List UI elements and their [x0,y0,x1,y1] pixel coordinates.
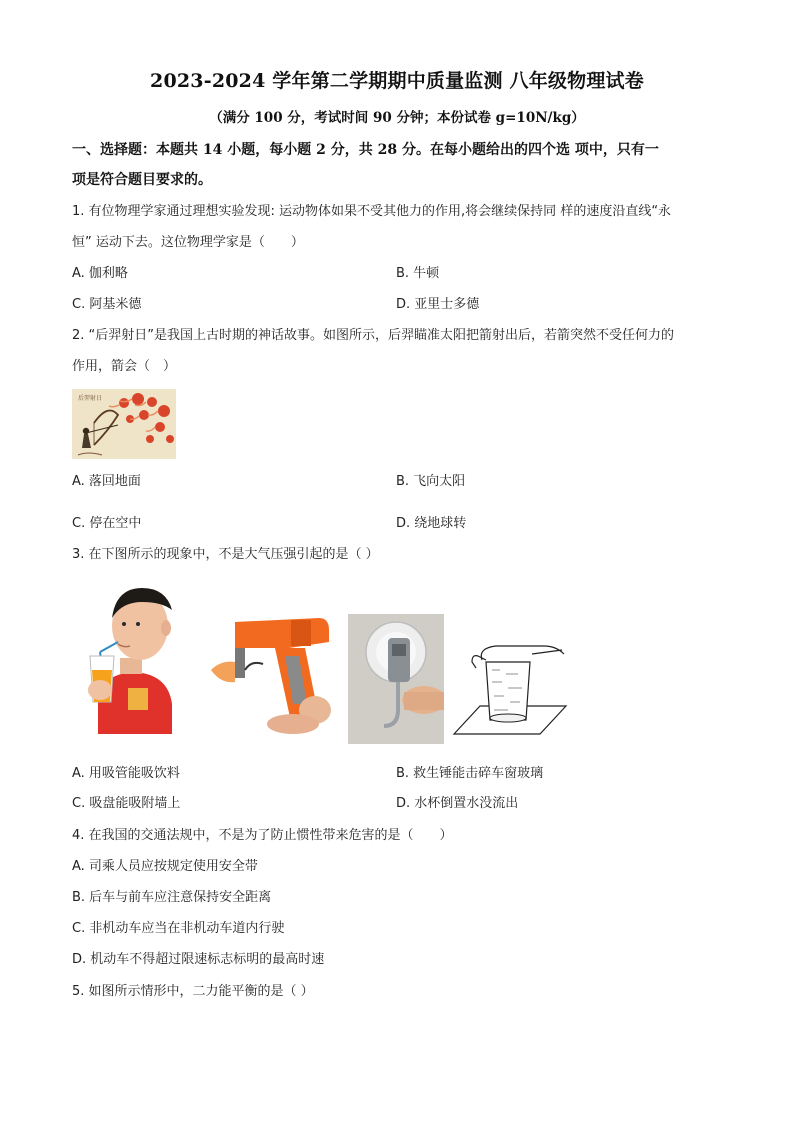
q3-stem: 3. 在下图所示的现象中，不是大气压强引起的是（ ） [72,547,379,562]
q2-option-a: A. 落回地面 [72,474,141,489]
q4-option-b: B. 后车与前车应注意保持安全距离 [72,890,272,905]
q4-option-a: A. 司乘人员应按规定使用安全带 [72,859,258,874]
q2-stem-line2: 作用，箭会（ ） [72,359,177,374]
q1-option-c: C. 阿基米德 [72,297,142,312]
exam-title: 2023-2024 学年第二学期期中质量监测 八年级物理试卷 [150,70,644,92]
q3-option-b: B. 救生锤能击碎车窗玻璃 [396,766,544,781]
q4-option-d: D. 机动车不得超过限速标志标明的最高时速 [72,952,325,967]
boy-drinking-straw-figure [80,578,192,734]
q2-option-b: B. 飞向太阳 [396,474,466,489]
q2-stem-line1: 2. “后羿射日”是我国上古时期的神话故事。如图所示，后羿瞄准太阳把箭射出后，若箭突然不受任何力的 [72,328,675,343]
exam-subtitle: （满分 100 分，考试时间 90 分钟；本份试卷 g=10N/kg） [209,110,585,126]
q4-stem: 4. 在我国的交通法规中，不是为了防止惯性带来危害的是（ ） [72,828,453,843]
section-heading-line1: 一、选择题：本题共 14 小题，每小题 2 分，共 28 分。在每小题给出的四个选 项中，只有一 [72,142,659,158]
section-heading-line2: 项是符合题目要求的。 [72,172,212,188]
q1-option-d: D. 亚里士多德 [396,297,480,312]
q2-option-d: D. 绕地球转 [396,516,467,531]
q1-stem-line1: 1. 有位物理学家通过理想实验发现: 运动物体如果不受其他力的作用,将会继续保持同 样的速度沿直线“永 [72,204,672,219]
safety-hammer-figure [205,610,333,736]
suction-cup-hook-figure [348,614,444,744]
q2-option-c: C. 停在空中 [72,516,142,531]
q1-option-a: A. 伽利略 [72,266,128,281]
q5-stem: 5. 如图所示情形中，二力能平衡的是（ ） [72,984,314,999]
archer-shooting-sun-figure [72,389,176,459]
q4-option-c: C. 非机动车应当在非机动车道内行驶 [72,921,285,936]
q3-option-a: A. 用吸管能吸饮料 [72,766,180,781]
q1-stem-line2: 恒” 运动下去。这位物理学家是（ ） [72,235,304,250]
q1-option-b: B. 牛顿 [396,266,440,281]
q3-option-c: C. 吸盘能吸附墙上 [72,796,181,811]
section-heading [72,135,724,195]
q3-option-d: D. 水杯倒置水没流出 [396,796,519,811]
archer-figure-caption: 后羿射日 [78,395,103,402]
inverted-cup-figure [452,630,568,740]
